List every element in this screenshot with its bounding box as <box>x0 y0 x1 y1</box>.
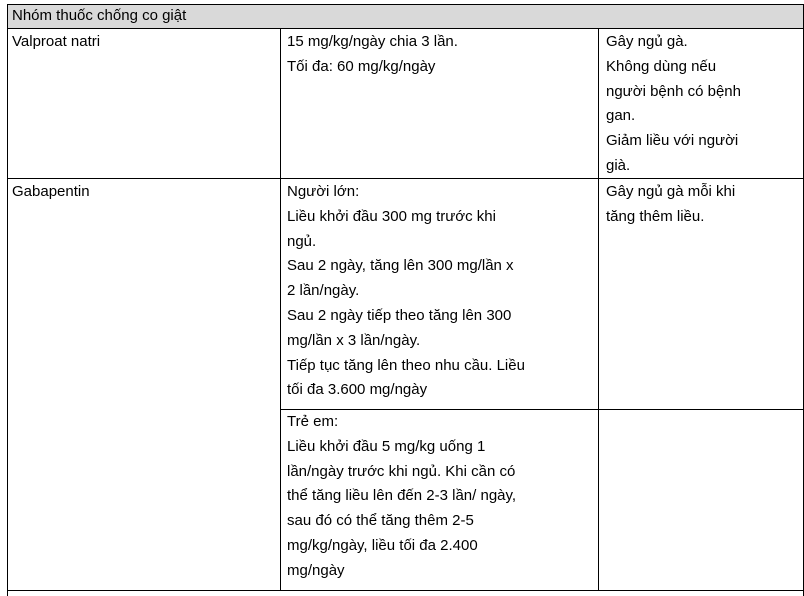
dose-line: Tiếp tục tăng lên theo nhu cầu. Liều <box>287 356 525 374</box>
dose-line: 15 mg/kg/ngày chia 3 lần. <box>287 33 458 50</box>
dose-line: sau đó có thể tăng thêm 2-5 <box>287 512 474 530</box>
dose-line: Liều khởi đầu 300 mg trước khi <box>287 207 496 225</box>
dose-line: tối đa 3.600 mg/ngày <box>287 381 428 399</box>
note-gabapentin <box>606 180 735 230</box>
dose-line: mg/lần x 3 lần/ngày. <box>287 331 421 349</box>
dose-gabapentin-child <box>287 410 516 584</box>
col1-divider <box>280 28 281 590</box>
note-line: Gây ngủ gà mỗi khi <box>606 183 736 200</box>
header-bottom-border <box>7 28 804 29</box>
dose-line: mg/ngày <box>287 561 345 579</box>
dose-line: Liều khởi đầu 5 mg/kg uống 1 <box>287 437 486 455</box>
dose-line: 2 lần/ngày. <box>287 282 360 300</box>
table-header-title: Nhóm thuốc chống co giật <box>12 7 187 24</box>
note-valproat <box>606 30 741 179</box>
note-line: Gây ngủ gà. <box>606 33 688 50</box>
dose-line: mg/kg/ngày, liều tối đa 2.400 <box>287 536 478 554</box>
note-line: Giảm liều với người <box>606 132 739 150</box>
dose-line: ngủ. <box>287 232 317 250</box>
drug-name-gabapentin: Gabapentin <box>12 183 90 200</box>
dose-gabapentin-adult <box>287 180 525 403</box>
dose-line: lần/ngày trước khi ngủ. Khi cần có <box>287 462 516 480</box>
dose-line: Sau 2 ngày tiếp theo tăng lên 300 <box>287 306 512 324</box>
table-bottom-border <box>7 590 804 591</box>
note-line: gan. <box>606 107 636 125</box>
dose-line: Tối đa: 60 mg/kg/ngày <box>287 57 436 75</box>
dose-line: Sau 2 ngày, tăng lên 300 mg/lần x <box>287 257 514 275</box>
note-line: già. <box>606 156 631 174</box>
col2-divider <box>598 28 599 590</box>
note-line: tăng thêm liều. <box>606 207 705 225</box>
table-left-border <box>7 4 8 596</box>
dose-line: thể tăng liều lên đến 2-3 lần/ ngày, <box>287 487 517 505</box>
dose-line: Trẻ em: <box>287 413 339 430</box>
note-line: người bệnh có bệnh <box>606 82 741 100</box>
note-line: Không dùng nếu <box>606 57 717 75</box>
drug-name-valproat: Valproat natri <box>12 33 101 50</box>
dose-valproat <box>287 30 458 80</box>
dose-line: Người lớn: <box>287 183 360 200</box>
